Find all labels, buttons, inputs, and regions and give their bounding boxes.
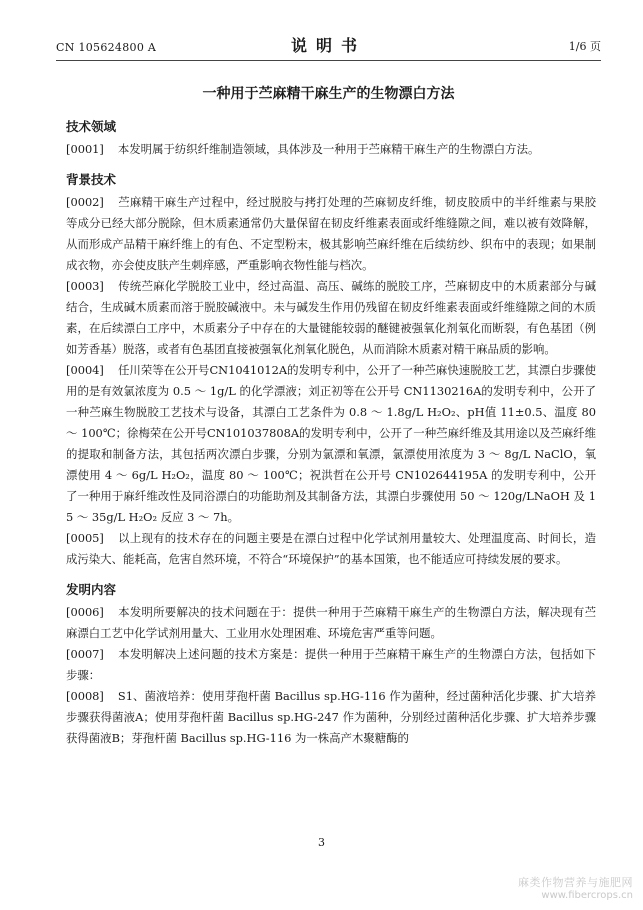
paragraph-number: [0002]: [66, 195, 104, 209]
page-info: 1/6 页: [568, 40, 601, 53]
paragraph: [66, 139, 596, 160]
paragraph-text: 本发明解决上述问题的技术方案是：提供一种用于苎麻精干麻生产的生物漂白方法，包括如下步骤：: [66, 647, 596, 682]
paragraph-text: 本发明属于纺织纤维制造领域，具体涉及一种用于苎麻精干麻生产的生物漂白方法。: [117, 142, 540, 156]
paragraph-number: [0008]: [66, 689, 104, 703]
section-heading: 技术领域: [66, 119, 117, 134]
paragraph: [66, 686, 596, 749]
patent-number: CN 105624800 A: [56, 41, 157, 54]
section-heading: 发明内容: [66, 582, 117, 597]
watermark-text: 麻类作物营养与施肥网: [518, 876, 633, 889]
paragraph-text: 苎麻精干麻生产过程中，经过脱胶与拷打处理的苎麻韧皮纤维，韧皮胶质中的半纤维素与果胶等成分已经大部分脱除，但木质素通常仍大量保留在韧皮纤维素表面或纤维缝隙之间，难以被有效降解，从而形成产品精干麻纤维上的有色、不定型粉末，极其影响苎麻纤维在后续纺纱、织布中的表现；如果制成衣物，亦会使皮肤产生刺痒感，严重影响衣物性能与档次。: [66, 195, 596, 272]
paragraph-number: [0001]: [66, 142, 104, 156]
document-type: 说明书: [290, 36, 366, 55]
page-number: 3: [318, 836, 325, 849]
document-title: 一种用于苎麻精干麻生产的生物漂白方法: [202, 86, 455, 102]
watermark: [518, 876, 633, 902]
paragraph-number: [0004]: [66, 363, 104, 377]
paragraph-number: [0007]: [66, 647, 104, 661]
paragraph: [66, 602, 596, 644]
page-header: [56, 30, 601, 61]
paragraph-text: 传统苎麻化学脱胶工业中，经过高温、高压、碱练的脱胶工序，苎麻韧皮中的木质素部分与碱结合，生成碱木质素而溶于脱胶碱液中。未与碱发生作用仍残留在韧皮纤维素表面或纤维缝隙之间的木质素，在后续漂白工序中，木质素分子中存在的大量键能较弱的醚键被强氧化剂氧化而断裂，有色基团（例如芳香基）脱落，或者有色基团直接被强氧化剂氧化脱色，从而消除木质素对精干麻品质的影响。: [66, 279, 596, 356]
watermark-url: www.fibercrops.cn: [541, 890, 633, 901]
paragraph: [66, 360, 596, 528]
paragraph-text: 以上现有的技术存在的问题主要是在漂白过程中化学试剂用量较大、处理温度高、时间长，造成污染大、能耗高，危害自然环境，不符合“环境保护”的基本国策，也不能适应可持续发展的要求。: [66, 531, 596, 566]
section-heading: 背景技术: [66, 172, 117, 187]
paragraph-number: [0005]: [66, 531, 104, 545]
paragraph: [66, 276, 596, 360]
paragraph: [66, 644, 596, 686]
paragraph: [66, 528, 596, 570]
paragraph-text: 任川荣等在公开号CN1041012A的发明专利中，公开了一种苎麻快速脱胶工艺，其漂白步骤使用的是有效氯浓度为 0.5 ～ 1g/L 的化学漂液；刘正初等在公开号 CN1130216A的发明专利中，公开了一种苎麻生物脱胶工艺技术与设备，其漂白工艺条件为 0.8 ～ 1.8g/L H₂O₂、pH值 11±0.5、温度 80 ～ 100℃；徐梅荣在公开号CN101037808A的发明专利中，公开了一种苎麻纤维及其用途以及苎麻纤维的提取和制备方法，其包括两次漂白步骤，分别为氯漂和氧漂，氯漂使用浓度为 3 ～ 8g/L NaClO，氧漂使用 4 ～ 6g/L H₂O₂，温度 80 ～ 100℃；祝洪哲在公开号 CN102644195A 的发明专利中，公开了一种用于麻纤维改性及同浴漂白的功能助剂及其制备方法，其漂白步骤使用 50 ～ 120g/LNaOH 及 15 ～ 35g/L H₂O₂ 反应 3 ～ 7h。: [66, 363, 596, 524]
paragraph-text: S1、菌液培养：使用芽孢杆菌 Bacillus sp.HG-116 作为菌种，经过菌种活化步骤、扩大培养步骤获得菌液A；使用芽孢杆菌 Bacillus sp.HG-247 作为菌种，分别经过菌种活化步骤、扩大培养步骤获得菌液B；芽孢杆菌 Bacillus sp.HG-116 为一株高产木聚糖酶的: [66, 689, 596, 745]
paragraph-number: [0003]: [66, 279, 104, 293]
paragraph: [66, 192, 596, 276]
paragraph-number: [0006]: [66, 605, 104, 619]
document-body: [66, 118, 596, 749]
paragraph-text: 本发明所要解决的技术问题在于：提供一种用于苎麻精干麻生产的生物漂白方法，解决现有苎麻漂白工艺中化学试剂用量大、工业用水处理困难、环境危害严重等问题。: [66, 605, 596, 640]
